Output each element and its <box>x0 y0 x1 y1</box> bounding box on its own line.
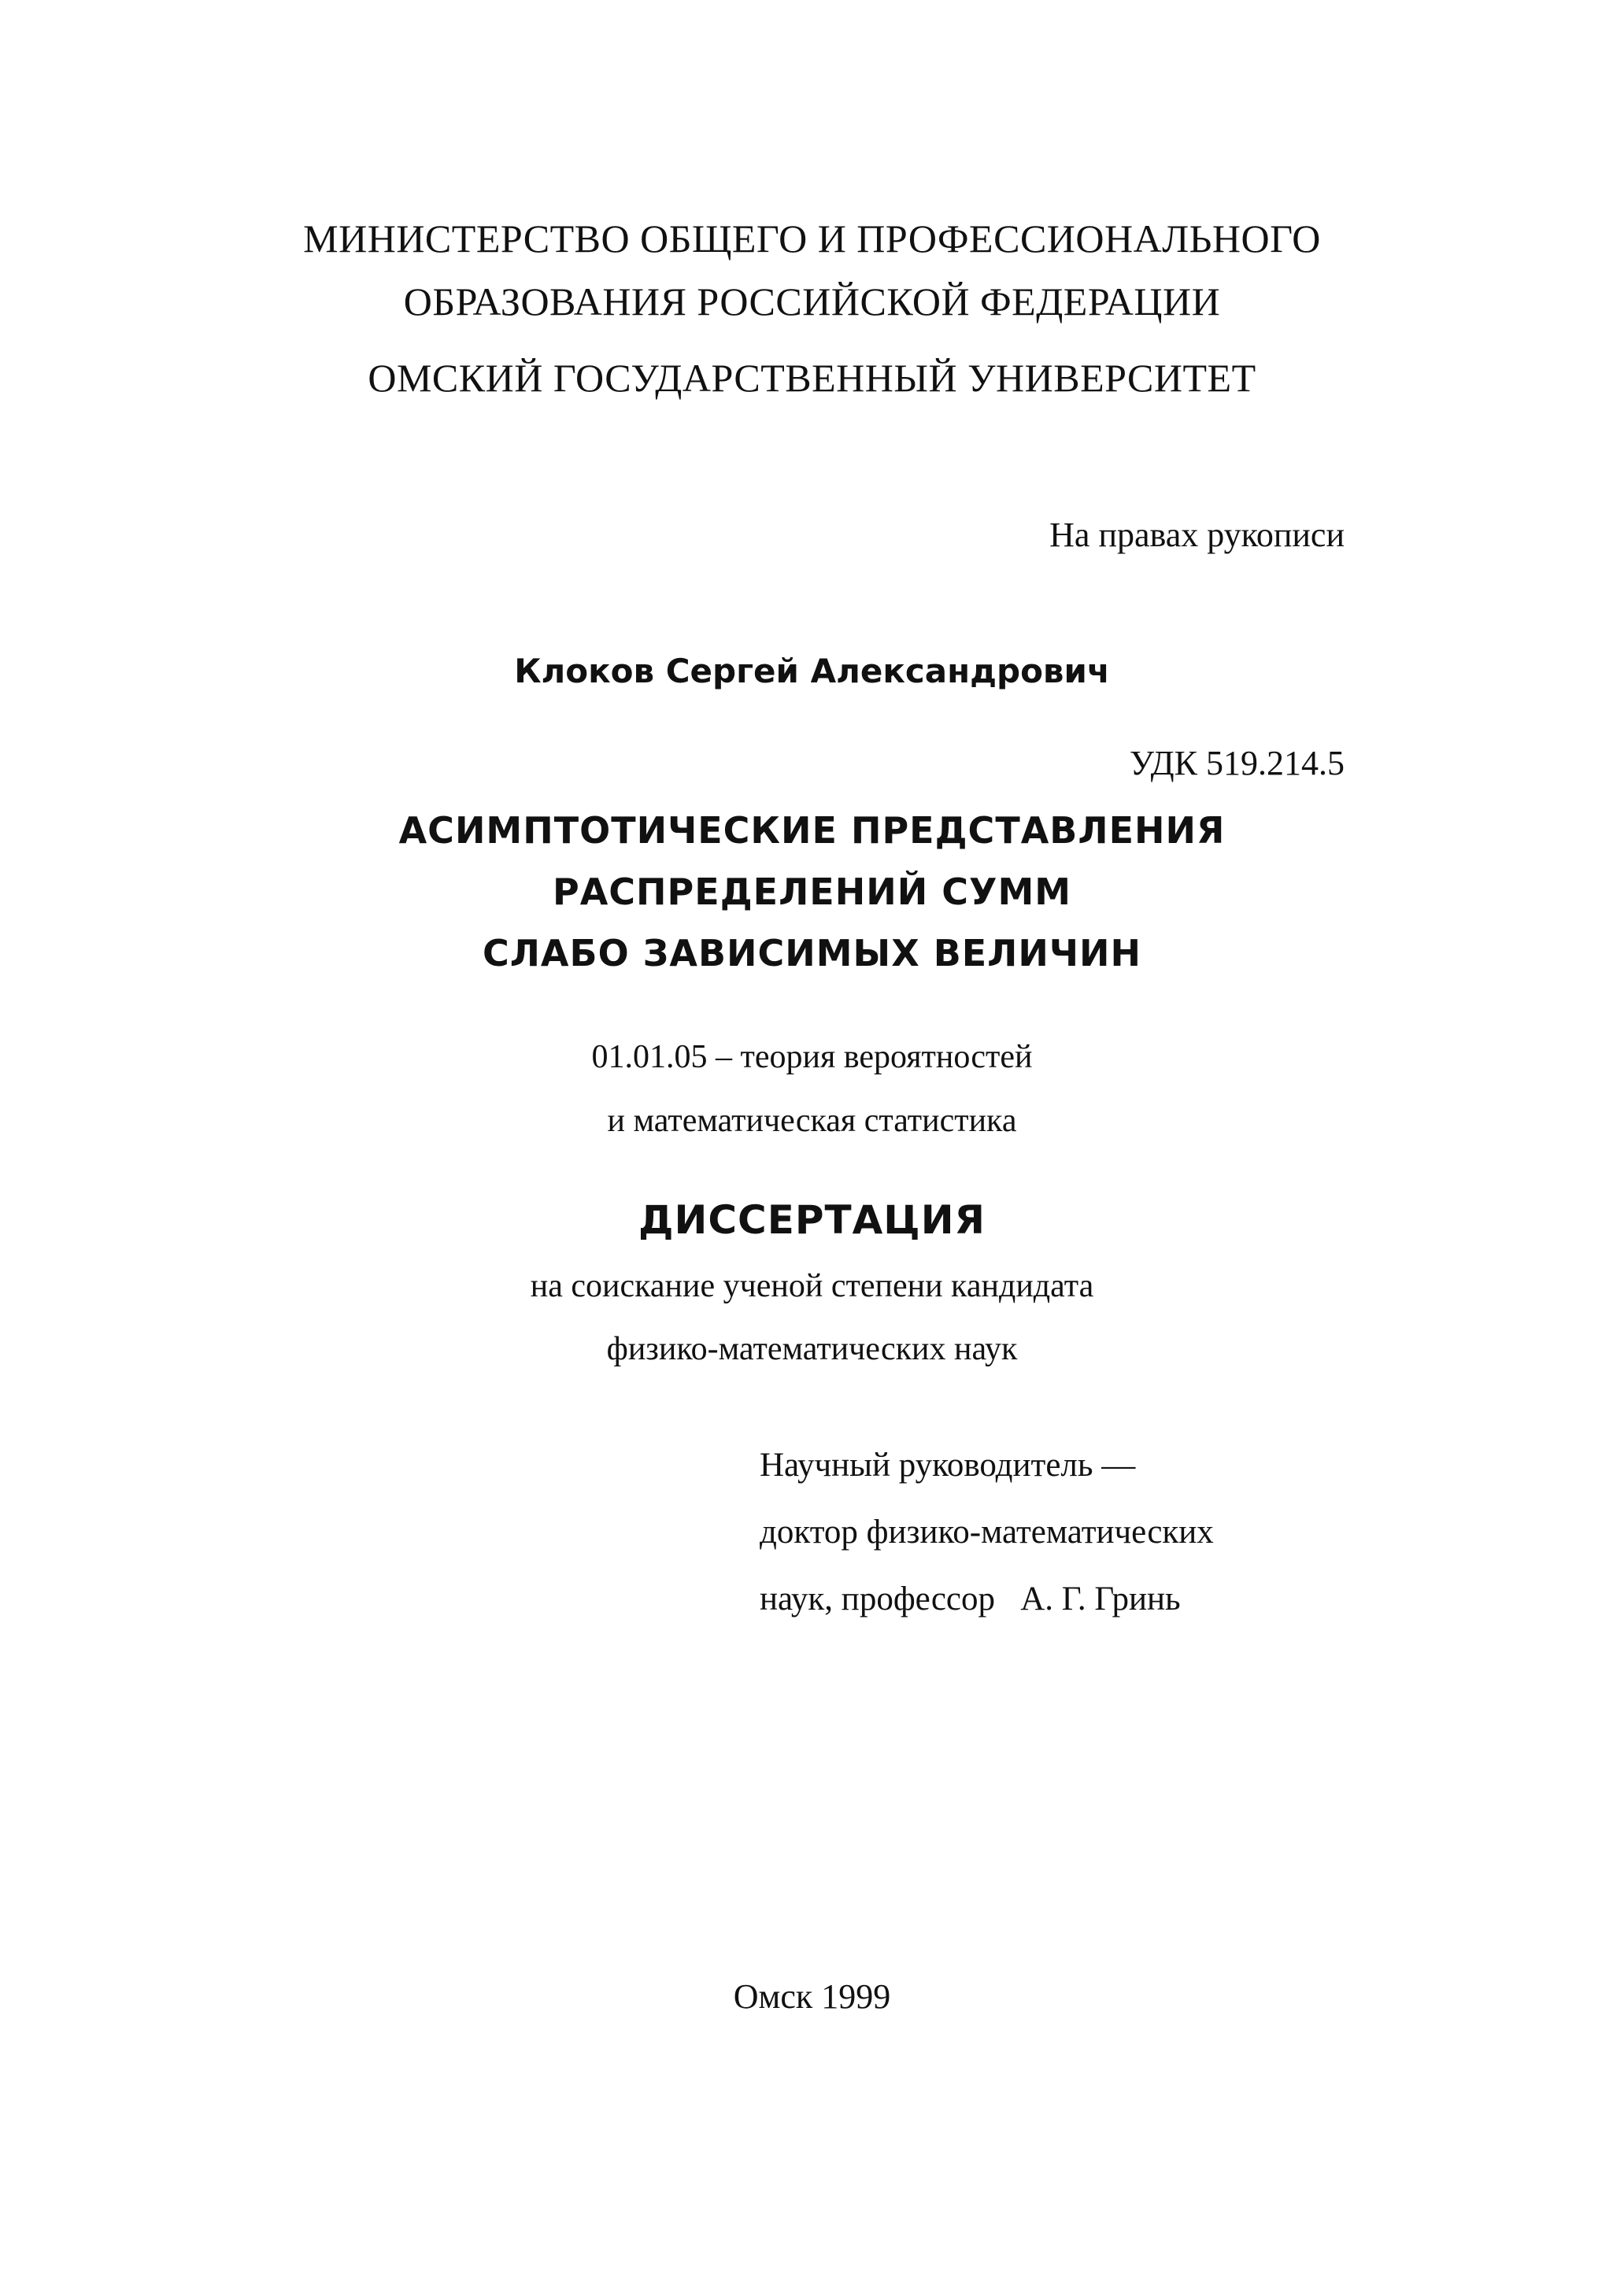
dissertation-label: ДИССЕРТАЦИЯ <box>638 1197 986 1243</box>
thesis-title-line-2: РАСПРЕДЕЛЕНИЙ СУММ <box>552 871 1071 913</box>
university-name: ОМСКИЙ ГОСУДАРСТВЕННЫЙ УНИВЕРСИТЕТ <box>368 356 1256 400</box>
supervisor-line-3: наук, профессор А. Г. Гринь <box>760 1581 1181 1618</box>
degree-line-2: физико-математических наук <box>606 1331 1018 1367</box>
degree-line-1: на соискание ученой степени кандидата <box>530 1268 1094 1304</box>
specialty-line-2: и математическая статистика <box>607 1103 1017 1139</box>
supervisor-line-1: Научный руководитель — <box>760 1447 1136 1484</box>
specialty-line-1: 01.01.05 – теория вероятностей <box>591 1039 1033 1075</box>
udc-code: УДК 519.214.5 <box>1129 744 1345 782</box>
city-year: Омск 1999 <box>733 1977 891 2016</box>
manuscript-note: На правах рукописи <box>1049 516 1345 554</box>
ministry-line-1: МИНИСТЕРСТВО ОБЩЕГО И ПРОФЕССИОНАЛЬНОГО <box>303 216 1321 261</box>
thesis-title-line-3: СЛАБО ЗАВИСИМЫХ ВЕЛИЧИН <box>482 932 1142 974</box>
author-name: Клоков Сергей Александрович <box>514 652 1110 690</box>
thesis-title-line-1: АСИМПТОТИЧЕСКИЕ ПРЕДСТАВЛЕНИЯ <box>398 809 1226 852</box>
supervisor-line-2: доктор физико-математических <box>760 1514 1214 1551</box>
ministry-line-2: ОБРАЗОВАНИЯ РОССИЙСКОЙ ФЕДЕРАЦИИ <box>403 279 1221 324</box>
